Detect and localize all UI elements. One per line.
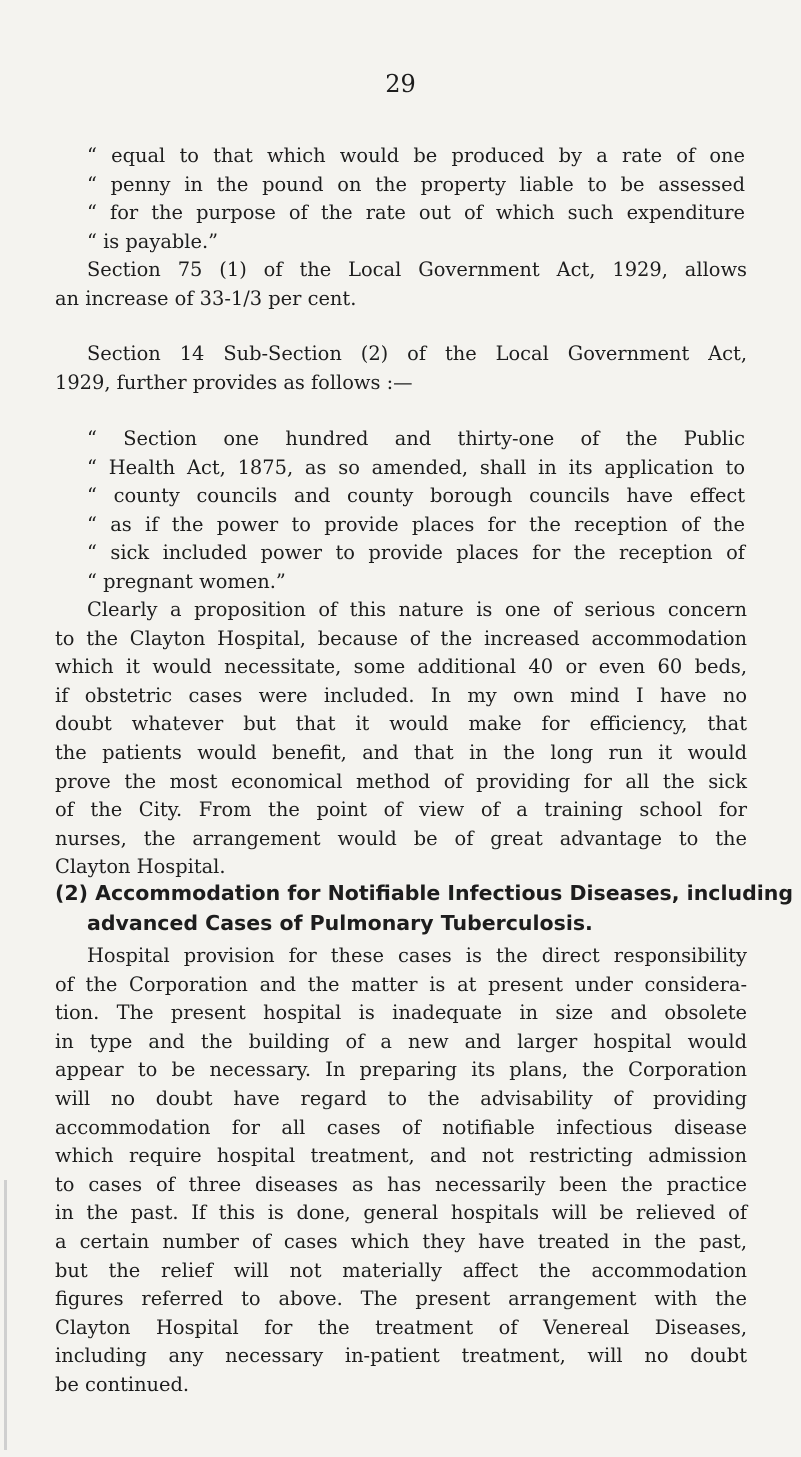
text-line: figures referred to above. The present arrangement with the bbox=[55, 1287, 747, 1311]
text-line: which require hospital treatment, and not restricting admission bbox=[55, 1144, 747, 1168]
binding-edge-shadow bbox=[4, 1180, 7, 1450]
text-line: “ sick included power to provide places for the reception of bbox=[87, 541, 745, 565]
text-line: Clayton Hospital for the treatment of Venereal Diseases, bbox=[55, 1315, 747, 1339]
text-line: Section 14 Sub-Section (2) of the Local Government Act, bbox=[87, 342, 747, 365]
text-line: Clayton Hospital. bbox=[55, 855, 226, 879]
text-line: “ pregnant women.” bbox=[87, 569, 286, 593]
text-line: “ equal to that which would be produced by a rate of one bbox=[87, 144, 745, 167]
text-line: in the past. If this is done, general hospitals will be relieved of bbox=[55, 1201, 747, 1225]
paragraph-section-14 bbox=[55, 340, 747, 397]
paragraph-hospital-provision bbox=[55, 942, 747, 1400]
text-line: but the relief will not materially affect the accommodation bbox=[55, 1258, 747, 1282]
text-line: a certain number of cases which they have treated in the past, bbox=[55, 1229, 747, 1253]
text-line: including any necessary in-patient treatment, will no doubt bbox=[55, 1344, 747, 1368]
text-line: of the Corporation and the matter is at present under considera- bbox=[55, 972, 747, 996]
text-line: be continued. bbox=[55, 1372, 190, 1396]
text-line: the patients would benefit, and that in the long run it would bbox=[55, 740, 747, 764]
text-line: doubt whatever but that it would make for efficiency, that bbox=[55, 712, 747, 736]
text-line: in type and the building of a new and larger hospital would bbox=[55, 1029, 747, 1053]
heading-line: advanced Cases of Pulmonary Tuberculosis. bbox=[87, 911, 593, 935]
text-line: which it would necessitate, some additional 40 or even 60 beds, bbox=[55, 655, 747, 679]
quotation-block-2 bbox=[87, 425, 745, 597]
text-line: “ is payable.” bbox=[87, 229, 219, 253]
text-line: “ as if the power to provide places for the reception of the bbox=[87, 512, 745, 536]
section-heading bbox=[55, 878, 794, 938]
text-line: Clearly a proposition of this nature is one of serious concern bbox=[87, 598, 747, 621]
page-number: 29 bbox=[385, 70, 416, 98]
text-line: of the City. From the point of view of a training school for bbox=[55, 798, 747, 822]
text-line: Section 75 (1) of the Local Government Act, 1929, allows bbox=[87, 258, 747, 281]
heading-line: (2) Accommodation for Notifiable Infectious Diseases, including bbox=[55, 881, 794, 905]
text-line: appear to be necessary. In preparing its plans, the Corporation bbox=[55, 1058, 747, 1082]
text-line: prove the most economical method of providing for all the sick bbox=[55, 769, 747, 793]
text-line: tion. The present hospital is inadequate in size and obsolete bbox=[55, 1001, 747, 1025]
text-line: will no doubt have regard to the advisability of providing bbox=[55, 1086, 747, 1110]
paragraph-clayton-hospital bbox=[55, 596, 747, 882]
text-line: “ penny in the pound on the property liable to be assessed bbox=[87, 172, 745, 196]
text-line: accommodation for all cases of notifiable infectious disease bbox=[55, 1115, 747, 1139]
text-line: to cases of three diseases as has necessarily been the practice bbox=[55, 1172, 747, 1196]
text-line: an increase of 33-1/3 per cent. bbox=[55, 286, 357, 310]
text-line: “ for the purpose of the rate out of which such expenditure bbox=[87, 201, 745, 225]
text-line: “ county councils and county borough councils have effect bbox=[87, 484, 745, 508]
text-line: if obstetric cases were included. In my own mind I have no bbox=[55, 683, 747, 707]
text-line: 1929, further provides as follows :— bbox=[55, 370, 413, 394]
text-line: “ Section one hundred and thirty-one of the Public bbox=[87, 427, 745, 450]
text-line: to the Clayton Hospital, because of the increased accommodation bbox=[55, 626, 747, 650]
quotation-block-1 bbox=[87, 142, 745, 256]
text-line: Hospital provision for these cases is the direct responsibility bbox=[87, 944, 747, 967]
text-line: “ Health Act, 1875, as so amended, shall in its application to bbox=[87, 455, 745, 479]
paragraph-section-75 bbox=[55, 256, 747, 313]
text-line: nurses, the arrangement would be of great advantage to the bbox=[55, 826, 747, 850]
